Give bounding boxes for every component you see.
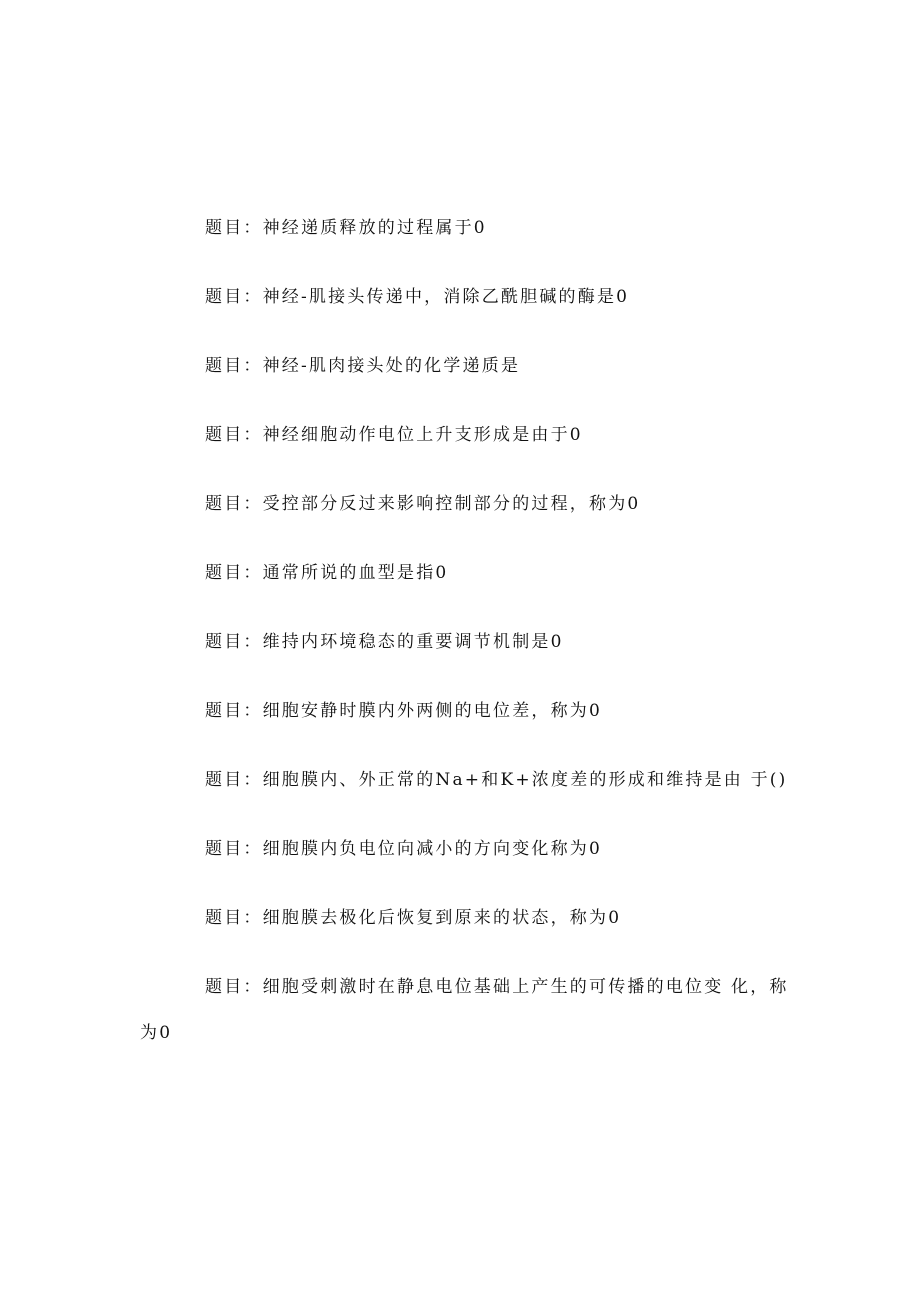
question-12 — [140, 976, 789, 1044]
question-11: 题目：细胞膜去极化后恢复到原来的状态，称为0 — [205, 908, 622, 928]
question-12-line-2: 为0 — [140, 1023, 173, 1043]
question-5: 题目：受控部分反过来影响控制部分的过程，称为0 — [205, 494, 641, 514]
question-1: 题目：神经递质释放的过程属于0 — [205, 218, 487, 238]
question-9: 题目：细胞膜内、外正常的Na+和K+浓度差的形成和维持是由 于() — [205, 770, 788, 790]
question-7: 题目：维持内环境稳态的重要调节机制是0 — [205, 632, 564, 652]
question-10: 题目：细胞膜内负电位向减小的方向变化称为0 — [205, 839, 603, 859]
question-8: 题目：细胞安静时膜内外两侧的电位差，称为0 — [205, 701, 603, 721]
question-3: 题目：神经-肌肉接头处的化学递质是 — [205, 356, 521, 376]
question-2: 题目：神经-肌接头传递中，消除乙酰胆碱的酶是0 — [205, 287, 630, 307]
question-4: 题目：神经细胞动作电位上升支形成是由于0 — [205, 425, 583, 445]
question-12-line-1: 题目：细胞受刺激时在静息电位基础上产生的可传播的电位变 化，称 — [205, 977, 789, 997]
question-6: 题目：通常所说的血型是指0 — [205, 563, 449, 583]
